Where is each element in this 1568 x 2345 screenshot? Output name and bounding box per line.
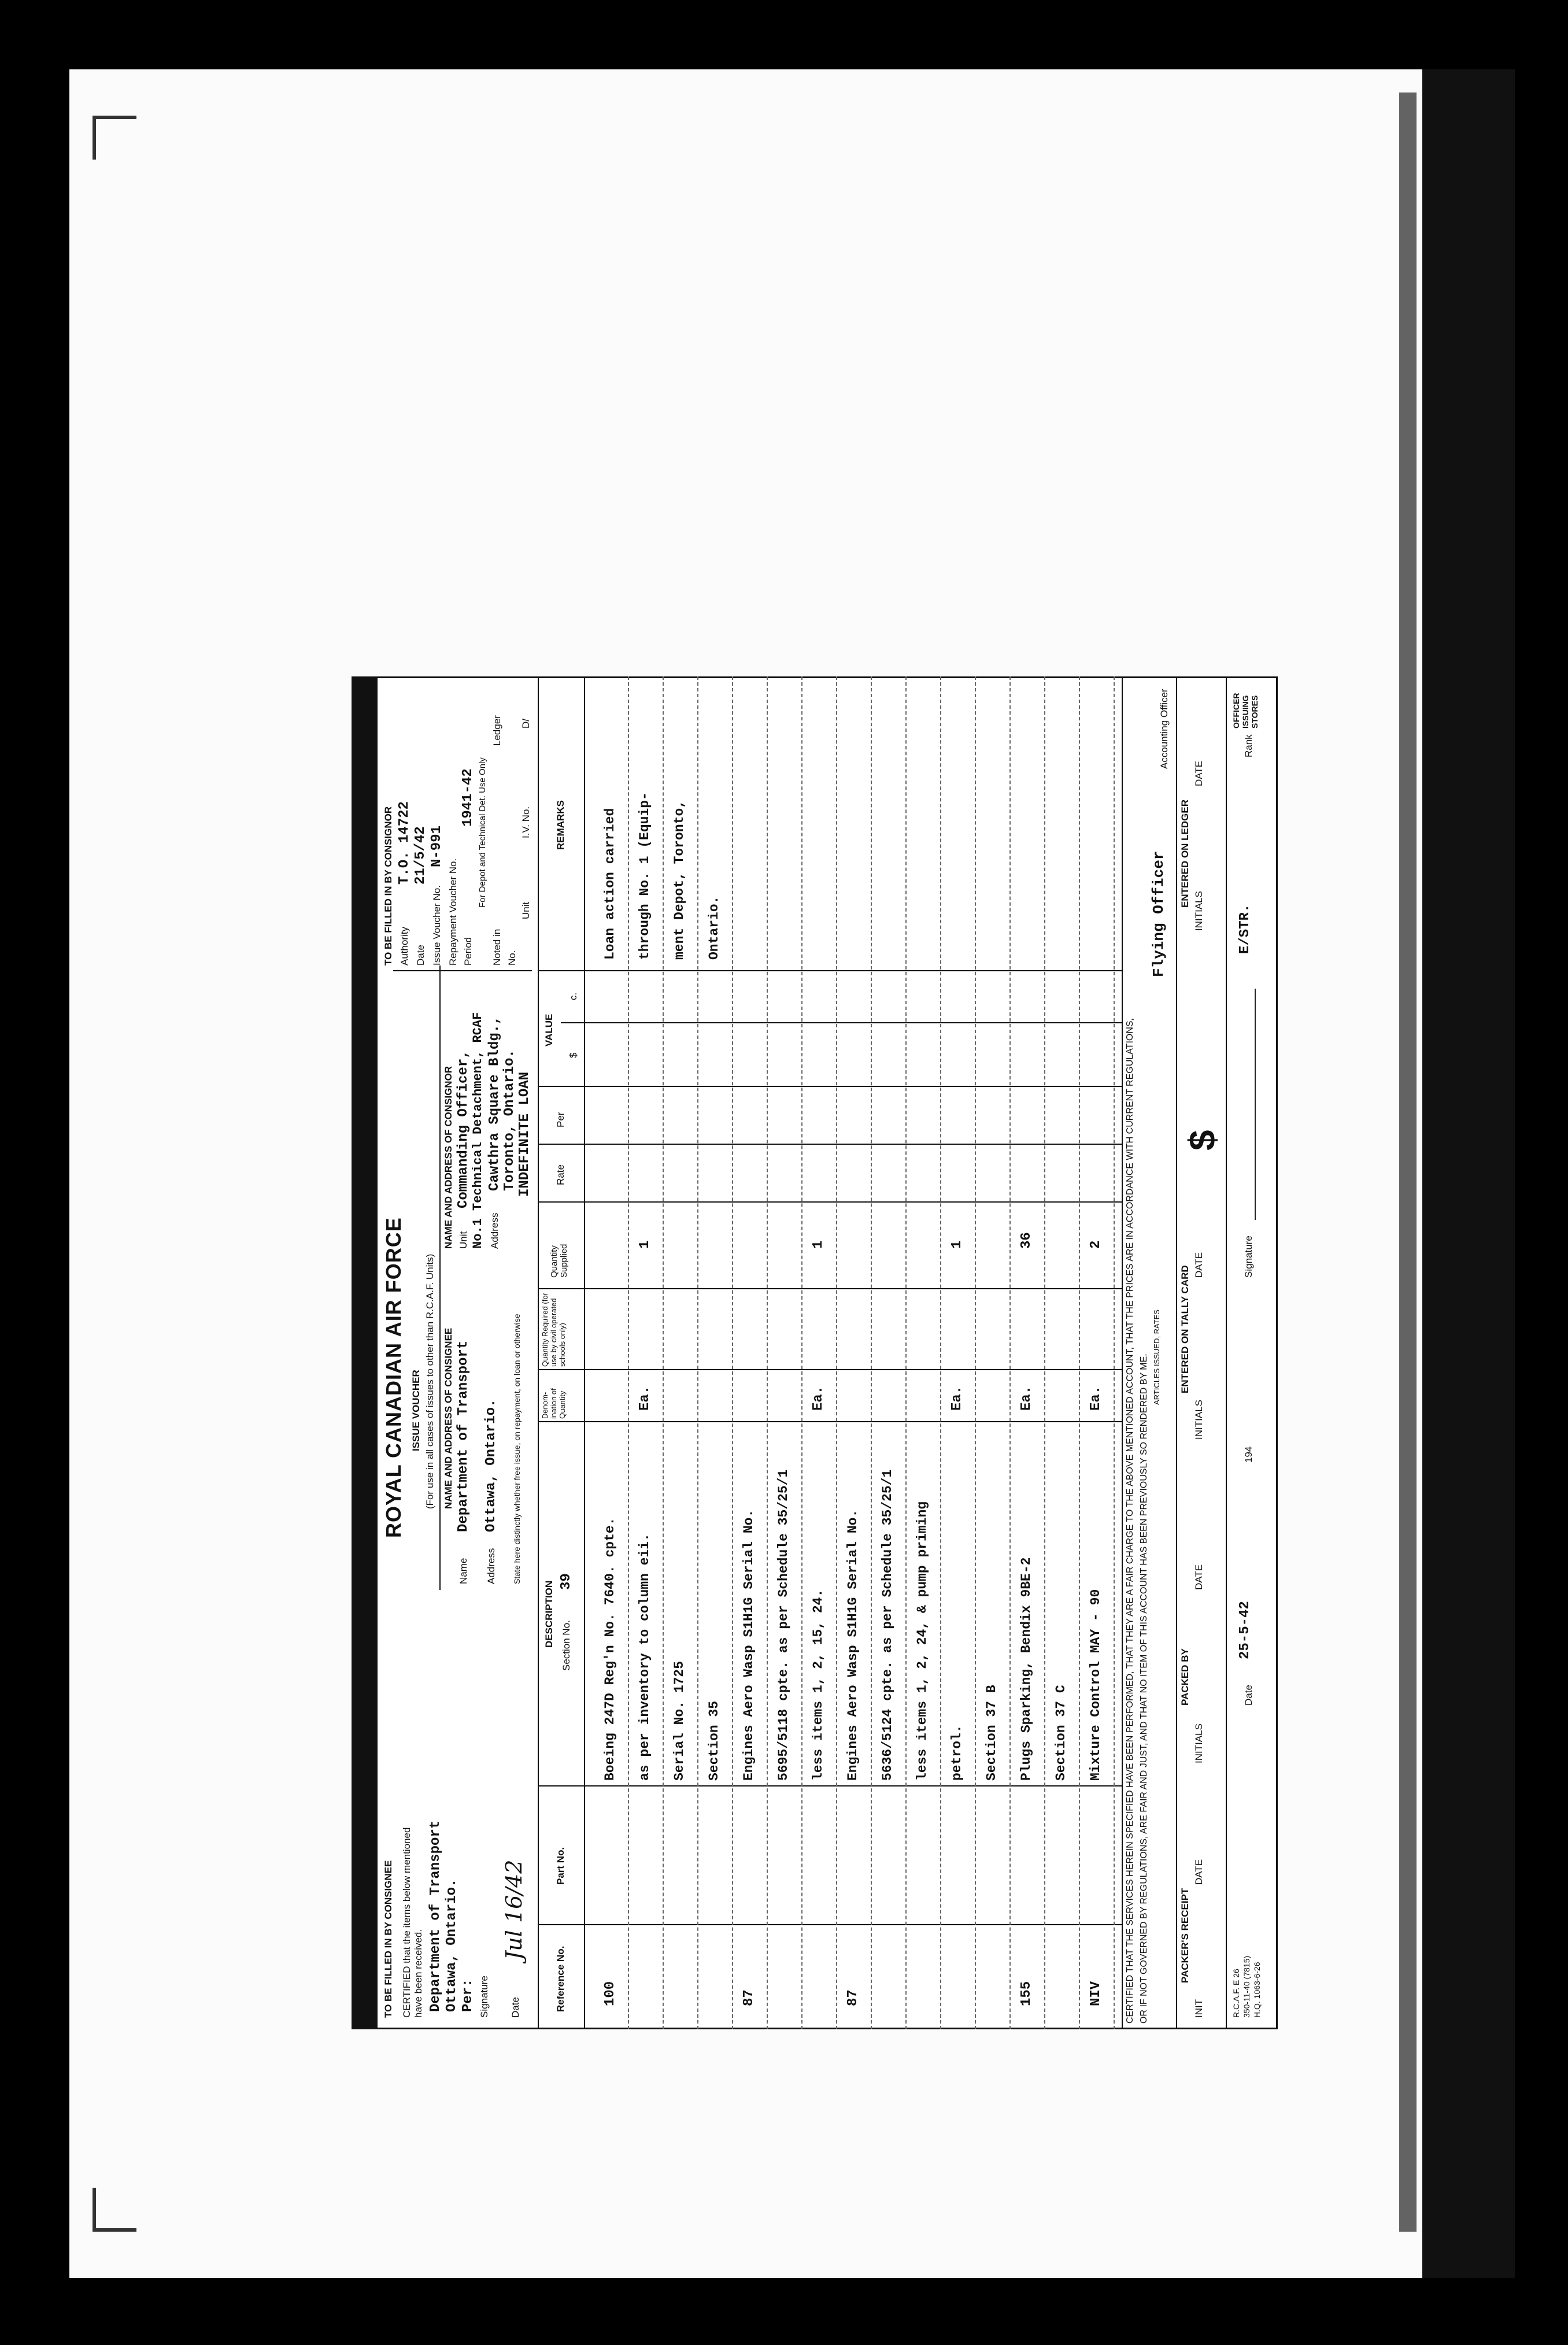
iv-label: I.V. No. [520,806,531,838]
consignor-heading: TO BE FILLED IN BY CONSIGNOR [383,806,394,966]
row-denomination: Ea. [811,1385,826,1411]
row-description: Section 35 [707,1700,722,1781]
consignee-name-value: Department of Transport [456,1340,471,1532]
depot-note: For Depot and Technical Det. Use Only [478,757,487,908]
col-denomination: Denom- ination of Quantity [541,1388,567,1419]
certification-line-1: CERTIFIED THAT THE SERVICES HEREIN SPECIFIED HAVE BEEN PERFORMED, THAT THEY ARE A FAIR CHARGE TO THE ABOVE MENTIONED ACCOUNT, THAT THE PRICES ARE IN ACCORDANCE WITH CURRENT REGULATIONS, [1125,1018,1135,2024]
issue-type-value: INDEFINITE LOAN [517,1071,532,1197]
period-label: Period [463,937,474,966]
packed-initials-label: INITIALS [1193,1723,1204,1763]
packed-date-label: DATE [1193,1564,1204,1590]
row-rule [697,676,698,2029]
authority-label: Authority [399,926,410,966]
consignee-name-label: Name [458,1558,469,1584]
row-description: Serial No. 1725 [672,1660,687,1781]
ledger-label: Ledger [491,715,502,746]
row-quantity-supplied: 2 [1088,1240,1104,1249]
date2-label: Date [415,945,426,966]
d-label: D/ [520,719,531,728]
packers-receipt-label: PACKER'S RECEIPT [1179,1888,1190,1983]
row-denomination: Ea. [637,1385,653,1411]
repayment-label: Repayment Voucher No. [448,858,458,966]
consignee-date-handwritten: Jul 16/42 [501,1859,527,1960]
issue-type-instruction: State here distinctly whether free issue, on repayment, on loan or otherwise [512,1314,522,1584]
row-rule [1044,676,1045,2029]
col-per: Per [555,1112,566,1127]
form-number-2: 350-11-40 (7815) [1242,1955,1251,2018]
col-part: Part No. [555,1847,566,1885]
issuer-signature-label: Signature [1243,1236,1254,1278]
row-reference: NIV [1088,1981,1104,2006]
no-label: No. [506,950,517,966]
noted-in-label: Noted in [491,929,502,966]
accounting-officer-value: Flying Officer [1150,850,1167,977]
ledger-initials-label: INITIALS [1193,891,1204,931]
consignor-unit-line-2: No.1 Technical Detachment, RCAF [471,1012,485,1249]
dollar-sign: $ [1181,1130,1223,1151]
row-description: Boeing 247D Reg'n No. 7640. cpte. [602,1517,617,1781]
col-section-value: 39 [559,1573,574,1590]
ledger-entry-label: ENTERED ON LEDGER [1179,799,1190,908]
row-description: Engines Aero Wasp S1H1G Serial No. [845,1509,860,1781]
rank-label: Rank [1243,734,1254,757]
col-section-label: Section No. [561,1620,572,1671]
certification-line-2: OR IF NOT GOVERNED BY REGULATIONS, ARE FAIR AND JUST, AND THAT NO ITEM OF THIS ACCOUNT HAS BEEN PREVIOUSLY SO RENDERED BY ME. [1139,1353,1149,2024]
row-description: Section 37 C [1053,1685,1068,1781]
init-label: INIT [1193,1999,1204,2018]
col-remarks: REMARKS [555,800,566,850]
row-quantity-supplied: 1 [949,1240,965,1249]
row-denomination: Ea. [949,1385,965,1411]
issue-date-value: 25-5-42 [1237,1601,1253,1659]
row-remark: Loan action carried [602,808,617,960]
consignee-date-label: Date [510,1997,521,2018]
packed-by-label: PACKED BY [1179,1648,1190,1706]
form-subtitle: ISSUE VOUCHER [411,1370,421,1451]
packers-date-label: DATE [1193,1859,1204,1885]
consignee-stamp-2: Ottawa, Ontario. [444,1878,460,2012]
col-description: DESCRIPTION [543,1580,554,1648]
authority-value: T.O. 14722 [397,801,412,885]
period-value: 1941-42 [460,768,476,827]
rank-value: E/STR. [1237,904,1253,954]
row-description: Section 37 B [984,1685,999,1781]
col-dollars: $ [568,1052,579,1058]
row-reference: 155 [1019,1981,1034,2006]
form-top-shadow [352,676,376,2029]
issue-voucher-value: N-991 [429,825,445,867]
row-description: Mixture Control MAY - 90 [1088,1589,1103,1781]
col-reference: Reference No. [555,1945,566,2012]
consignor-address-label: Address [489,1212,500,1249]
form-number-3: H.Q. 1063-6-26 [1252,1962,1262,2018]
row-rule [1114,676,1115,2029]
row-rule [801,676,803,2029]
consignee-address-label: Address [486,1548,497,1584]
issue-date-label: Date [1243,1685,1254,1706]
form-number-1: R.C.A.F. E 26 [1232,1969,1241,2018]
row-reference: 100 [602,1981,618,2006]
row-rule [871,676,872,2029]
page-edge-shadow [1422,69,1515,2278]
scanned-page [69,69,1515,2278]
consignee-heading: TO BE FILLED IN BY CONSIGNEE [383,1860,394,2018]
officer-issuing-stores: OFFICER ISSUING STORES [1232,693,1260,728]
row-quantity-supplied: 36 [1019,1232,1034,1249]
col-required: Quantity Required (for use by civil operated schools only) [541,1293,567,1367]
consignor-unit-label: Unit [458,1231,469,1249]
crop-mark-bottom-left [93,2188,136,2232]
certification-insert: ARTICLES ISSUED, RATES [1152,1310,1161,1405]
row-rule [663,676,664,2029]
row-rule [940,676,941,2029]
consignee-name-address-label: NAME AND ADDRESS OF CONSIGNEE [443,1327,454,1509]
form-title: ROYAL CANADIAN AIR FORCE [382,1217,405,1538]
row-rule [975,676,976,2029]
year-suffix: 194 [1243,1446,1254,1463]
row-description: less items 1, 2, 15, 24. [811,1589,826,1781]
col-value: VALUE [543,1014,554,1046]
row-reference: 87 [741,1989,757,2006]
unit2-label: Unit [520,901,531,919]
row-description: as per inventory to column eii. [637,1533,652,1781]
consignee-certified: CERTIFIED that the items below mentioned have been received. [401,1827,424,2018]
row-description: less items 1, 2, 24, & pump priming [915,1501,930,1781]
issue-voucher-form [376,676,1278,2029]
col-cents: c. [568,992,579,1000]
col-supplied: Quantity Supplied [549,1244,569,1278]
row-rule [836,676,837,2029]
row-quantity-supplied: 1 [637,1240,653,1249]
row-description: 5636/5124 cpte. as per Schedule 35/25/1 [880,1469,895,1781]
consignee-stamp-3: Per: [460,1978,476,2012]
row-reference: 87 [845,1989,861,2006]
date2-value: 21/5/42 [413,826,428,885]
consignor-unit-line-1: Commanding Officer, [456,1050,471,1208]
row-denomination: Ea. [1088,1385,1104,1411]
page-edge-shadow-inner [1399,93,1417,2232]
row-description: 5695/5118 cpte. as per Schedule 35/25/1 [776,1469,791,1781]
row-rule [732,676,733,2029]
form-subnote: (For use in all cases of issues to other than R.C.A.F. Units) [424,1253,435,1509]
row-rule [905,676,907,2029]
accounting-officer-label: Accounting Officer [1159,689,1170,769]
ledger-date-label: DATE [1193,760,1204,786]
consignor-address-line-2: Toronto, Ontario. [502,1049,517,1191]
consignee-stamp-1: Department of Transport [428,1820,443,2012]
tally-date-label: DATE [1193,1252,1204,1278]
row-remark: through No. 1 (Equip- [637,792,652,960]
row-description: petrol. [949,1725,964,1781]
consignor-address-line-1: Cawthra Square Bldg., [487,1016,502,1191]
crop-mark-top-left [93,116,136,160]
row-denomination: Ea. [1019,1385,1034,1411]
row-rule [767,676,768,2029]
consignor-name-address-label: NAME AND ADDRESS OF CONSIGNOR [443,1066,454,1249]
tally-card-label: ENTERED ON TALLY CARD [1179,1265,1190,1393]
row-rule [628,676,629,2029]
row-description: Engines Aero Wasp S1H1G Serial No. [741,1509,756,1781]
tally-initials-label: INITIALS [1193,1400,1204,1440]
col-rate: Rate [555,1164,566,1185]
row-rule [1079,676,1080,2029]
row-description: Plugs Sparking, Bendix 9BE-2 [1019,1557,1034,1781]
signature-line [1255,989,1256,1220]
consignee-signature-label: Signature [479,1976,490,2018]
consignee-address-value: Ottawa, Ontario. [483,1399,499,1532]
row-quantity-supplied: 1 [811,1240,826,1249]
row-remark: ment Depot, Toronto, [672,800,687,960]
row-rule [1009,676,1011,2029]
issue-voucher-label: Issue Voucher No. [431,885,442,966]
row-remark: Ontario. [707,896,722,960]
